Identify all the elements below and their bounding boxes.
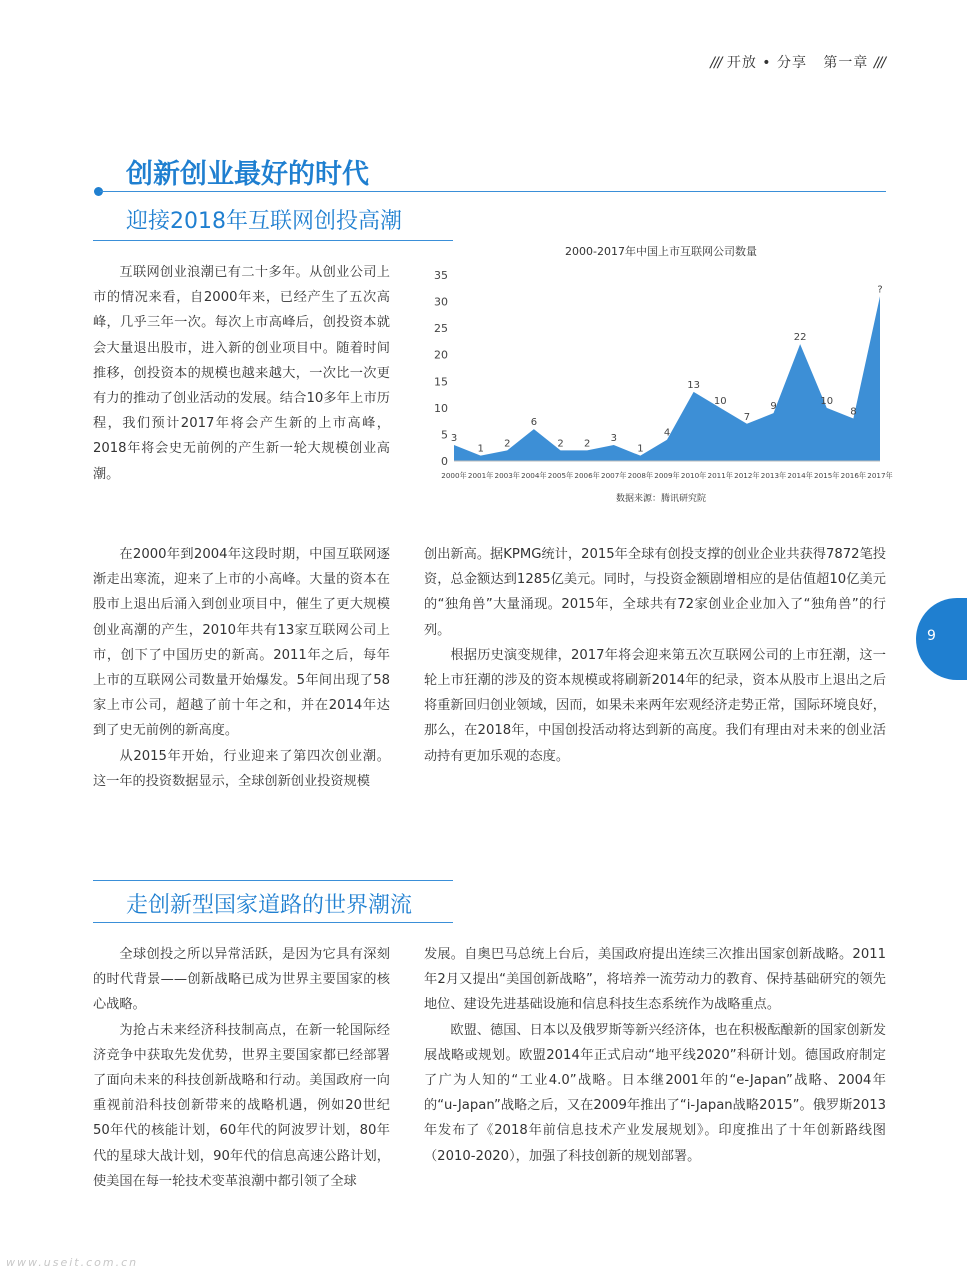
page-tab xyxy=(916,598,967,680)
data-label: 6 xyxy=(530,417,538,429)
data-label: 3 xyxy=(610,433,617,445)
x-tick-label: 2010年 xyxy=(680,471,707,480)
section1-left-column xyxy=(93,542,390,794)
x-tick-label: 2016年 xyxy=(840,471,867,480)
chart-source: 数据来源：腾讯研究院 xyxy=(615,494,707,504)
header-chapter: 第一章 xyxy=(823,55,869,71)
y-tick-label: 20 xyxy=(434,348,448,362)
section2-top-rule xyxy=(93,880,453,881)
x-tick-label: 2012年 xyxy=(734,471,760,480)
data-label: 2 xyxy=(583,438,591,450)
data-label: 3 xyxy=(450,433,458,445)
x-tick-label: 2015年 xyxy=(814,471,840,480)
x-tick-label: 2005年 xyxy=(547,471,574,480)
section2-left-column xyxy=(93,942,390,1194)
x-tick-label: 2007年 xyxy=(601,471,627,480)
x-tick-label: 2003年 xyxy=(494,471,520,480)
listing-chart xyxy=(426,238,896,510)
section2-rule xyxy=(93,922,453,923)
section1-intro xyxy=(93,260,390,487)
x-tick-label: 2004年 xyxy=(521,471,547,480)
running-header xyxy=(710,52,885,72)
chart-title: 2000-2017年中国上市互联网公司数量 xyxy=(565,245,757,258)
x-tick-label: 2017年 xyxy=(867,471,893,480)
y-tick-label: 35 xyxy=(434,269,448,282)
header-section: 开放 • 分享 xyxy=(726,55,808,71)
chart-y-axis xyxy=(434,269,448,468)
data-label: 7 xyxy=(743,411,751,423)
data-label: 13 xyxy=(687,379,700,391)
y-tick-label: 25 xyxy=(434,322,448,336)
data-label: 9 xyxy=(770,401,777,413)
section2-right-p2: 欧盟、德国、日本以及俄罗斯等新兴经济体，也在积极酝酿新的国家创新发展战略或规划。欧盟2014年正式启动“地平线2020”科研计划。德国政府制定了广为人知的“工业4.0”战略。日本继2001年的“e-Japan”战略、2004年的“u-Japan”战略之后，又在2009年推出了“i-Japan战略2015”。俄罗斯2013年发布了《2018年前信息技术产业发展规划》。印度推出了十年创新路线图（2010-2020），加强了科技创新的规划部署。 xyxy=(424,1022,886,1164)
section1-right-p1: 创出新高。据KPMG统计，2015年全球有创投支撑的创业企业共获得7872笔投资，总金额达到1285亿美元。同时，与投资金额剧增相应的是估值超10亿美元的“独角兽”大量涌现。2015年，全球共有72家创业企业加入了“独角兽”的行列。 xyxy=(424,547,886,638)
y-tick-label: 15 xyxy=(434,375,448,389)
title-rule xyxy=(100,191,886,192)
data-label: 4 xyxy=(663,427,671,439)
x-tick-label: 2011年 xyxy=(707,471,733,480)
data-label: 22 xyxy=(793,332,807,344)
y-tick-label: 5 xyxy=(441,428,448,442)
section1-right-column xyxy=(424,542,886,769)
x-tick-label: 2000年 xyxy=(441,471,467,480)
header-bars-left: /// xyxy=(710,55,722,71)
section2-title: 走创新型国家道路的世界潮流 xyxy=(126,893,413,918)
section1-right-p2: 根据历史演变规律，2017年将会迎来第五次互联网公司的上市狂潮，这一轮上市狂潮的涉及的资本规模或将刷新2014年的纪录，资本从股市上退出之后将重新回归创业领域，因而，如果未来两年宏观经济走势正常，国际环境良好，那么，在2018年，中国创投活动将达到新的高度。我们有理由对未来的创业活动持有更加乐观的态度。 xyxy=(424,647,886,764)
section1-rule xyxy=(93,240,453,241)
main-title: 创新创业最好的时代 xyxy=(126,159,369,190)
section2-left-p1: 全球创投之所以异常活跃，是因为它具有深刻的时代背景——创新战略已成为世界主要国家的核心战略。 xyxy=(93,947,390,1013)
section1-intro-text: 互联网创业浪潮已有二十多年。从创业公司上市的情况来看，自2000年来，已经产生了五次高峰，几乎三年一次。每次上市高峰后，创投资本就会大量退出股市，进入新的创业项目中。随着时间推移，创投资本的规模也越来越大，一次比一次更有力的推动了创业活动的发展。结合10多年上市历程，我们预计2017年将会产生新的上市高峰，2018年将会史无前例的产生新一轮大规模创业高潮。 xyxy=(93,265,390,482)
section1-left-p2: 从2015年开始，行业迎来了第四次创业潮。这一年的投资数据显示，全球创新创业投资规模 xyxy=(93,748,390,789)
data-label: 1 xyxy=(637,443,644,455)
data-label: 1 xyxy=(477,443,484,455)
x-tick-label: 2014年 xyxy=(787,471,813,480)
x-tick-label: 2013年 xyxy=(760,471,787,480)
section1-title: 迎接2018年互联网创投高潮 xyxy=(126,209,402,234)
chart-x-axis xyxy=(441,471,892,480)
section1-left-p1: 在2000年到2004年这段时期，中国互联网逐渐走出寒流，迎来了上市的小高峰。大量的资本在股市上退出后涌入到创业项目中，催生了更大规模创业高潮的产生，2010年共有13家互联网公司上市，创下了中国历史的新高。2011年之后，每年上市的互联网公司数量开始爆发。5年间出现了58家上市公司，超越了前十年之和，并在2014年达到了史无前例的新高度。 xyxy=(93,547,390,739)
data-label: ? xyxy=(877,284,883,296)
section2-right-column xyxy=(424,942,886,1169)
x-tick-label: 2001年 xyxy=(467,471,494,480)
x-tick-label: 2008年 xyxy=(627,471,654,480)
watermark: www.useit.com.cn xyxy=(6,1256,139,1269)
data-label: 10 xyxy=(820,395,834,407)
section2-right-p1: 发展。自奥巴马总统上台后，美国政府提出连续三次推出国家创新战略。2011年2月又提出“美国创新战略”，将培养一流劳动力的教育、保持基础研究的领先地位、建设先进基础设施和信息科技生态系统作为战略重点。 xyxy=(424,947,886,1013)
section2-left-p2: 为抢占未来经济科技制高点，在新一轮国际经济竞争中获取先发优势，世界主要国家都已经部署了面向未来的科技创新战略和行动。美国政府一向重视前沿科技创新带来的战略机遇，例如20世纪50年代的核能计划，60年代的阿波罗计划，80年代的星球大战计划，90年代的信息高速公路计划，使美国在每一轮技术变革浪潮中都引领了全球 xyxy=(93,1022,390,1189)
x-tick-label: 2009年 xyxy=(654,471,680,480)
header-bars-right: /// xyxy=(873,55,885,71)
data-label: 2 xyxy=(557,438,564,450)
x-tick-label: 2006年 xyxy=(574,471,600,480)
data-label: 10 xyxy=(713,395,727,407)
data-label: 2 xyxy=(504,438,511,450)
y-tick-label: 30 xyxy=(434,295,448,309)
page-number: 9 xyxy=(927,628,936,644)
listing-chart-svg xyxy=(426,238,896,510)
data-label: 8 xyxy=(850,406,857,418)
y-tick-label: 10 xyxy=(434,401,448,415)
y-tick-label: 0 xyxy=(441,455,448,468)
